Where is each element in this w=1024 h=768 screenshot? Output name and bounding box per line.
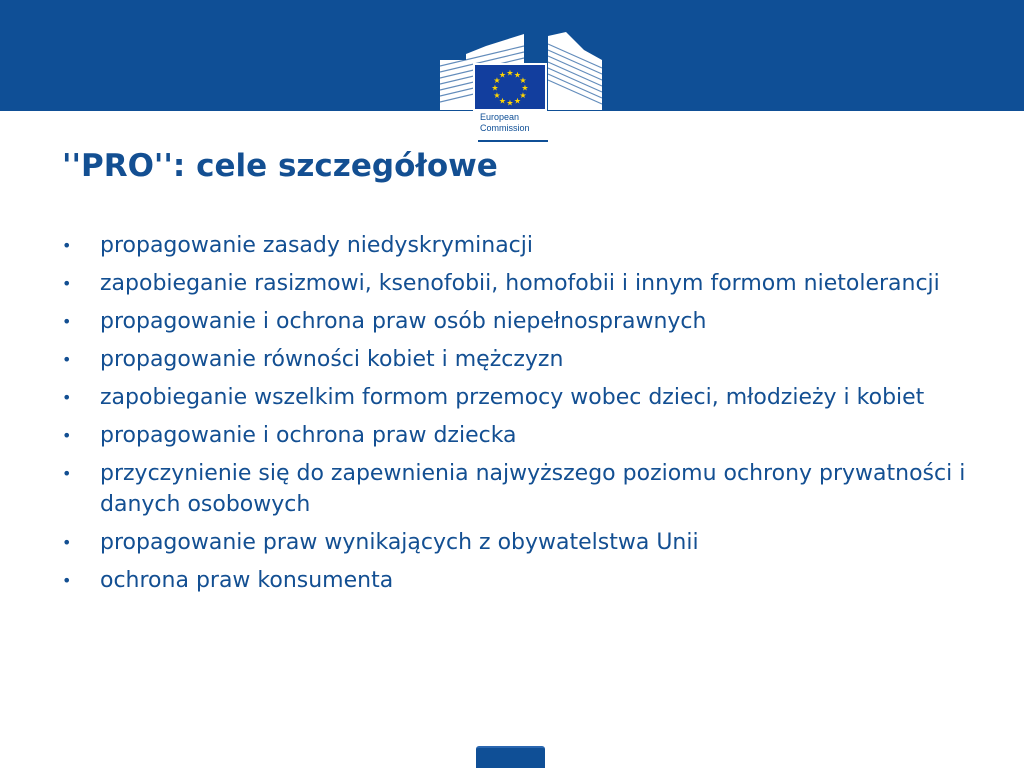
bullet-list <box>62 230 982 603</box>
svg-text:★: ★ <box>493 91 501 100</box>
commission-building-logo-graphic <box>440 30 610 112</box>
logo-divider <box>478 140 548 142</box>
svg-text:★: ★ <box>519 91 527 100</box>
bullet-text: propagowanie i ochrona praw dziecka <box>100 423 517 448</box>
bullet-dot-icon: • <box>62 533 72 552</box>
svg-text:★: ★ <box>493 76 501 85</box>
svg-text:★: ★ <box>513 70 522 80</box>
svg-text:★: ★ <box>498 70 507 80</box>
bullet-text: przyczynienie się do zapewnienia najwyższego poziomu ochrony prywatności i danych osobowych <box>100 461 966 517</box>
bullet-item <box>62 382 982 413</box>
bullet-text: zapobieganie wszelkim formom przemocy wobec dzieci, młodzieży i kobiet <box>100 385 925 410</box>
bullet-item <box>62 306 982 337</box>
bullet-dot-icon: • <box>62 464 72 483</box>
bullet-item <box>62 458 982 520</box>
logo-label: European Commission <box>480 112 530 133</box>
bullet-item <box>62 230 982 261</box>
bullet-text: propagowanie i ochrona praw osób niepełnosprawnych <box>100 309 707 334</box>
bullet-dot-icon: • <box>62 350 72 369</box>
bullet-dot-icon: • <box>62 388 72 407</box>
bullet-text: zapobieganie rasizmowi, ksenofobii, homofobii i innym formom nietolerancji <box>100 271 940 296</box>
svg-text:★: ★ <box>506 98 514 108</box>
eu-flag-icon <box>476 746 545 768</box>
bullet-text: ochrona praw konsumenta <box>100 568 394 593</box>
bullet-dot-icon: • <box>62 236 72 255</box>
svg-text:★: ★ <box>506 68 514 78</box>
bullet-dot-icon: • <box>62 274 72 293</box>
bullet-dot-icon: • <box>62 312 72 331</box>
bullet-text: propagowanie praw wynikających z obywatelstwa Unii <box>100 530 699 555</box>
bullet-item <box>62 565 982 596</box>
slide-title: ''PRO'': cele szczegółowe <box>62 148 498 184</box>
bullet-item <box>62 268 982 299</box>
svg-text:★: ★ <box>521 83 529 93</box>
bullet-text: propagowanie zasady niedyskryminacji <box>100 233 533 258</box>
bullet-item <box>62 420 982 451</box>
bullet-item <box>62 527 982 558</box>
svg-text:★: ★ <box>519 76 527 85</box>
bullet-item <box>62 344 982 375</box>
svg-text:★: ★ <box>498 96 507 106</box>
bullet-text: propagowanie równości kobiet i mężczyzn <box>100 347 564 372</box>
bullet-dot-icon: • <box>62 426 72 445</box>
svg-text:★: ★ <box>513 96 522 106</box>
bullet-dot-icon: • <box>62 571 72 590</box>
svg-text:★: ★ <box>491 83 499 93</box>
european-commission-logo <box>440 30 610 148</box>
